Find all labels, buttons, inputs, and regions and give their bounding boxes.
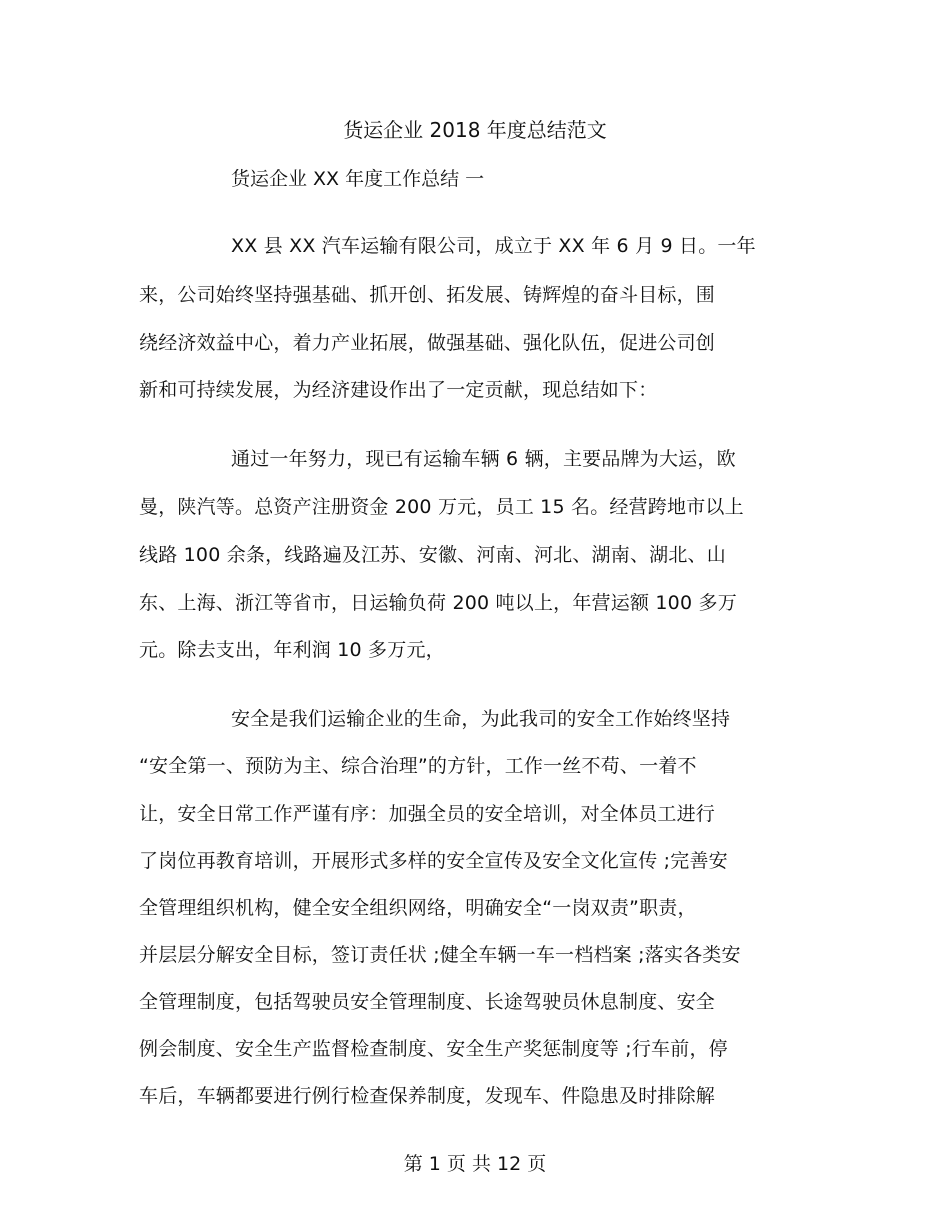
paragraph-2-line-4: 东、上海、浙江等省市，日运输负荷 200 吨以上，年营运额 100 多万	[139, 592, 737, 614]
paragraph-3-line-4: 了岗位再教育培训，开展形式多样的安全宣传及安全文化宣传 ;完善安	[139, 850, 728, 872]
paragraph-2-line-3: 线路 100 余条，线路遍及江苏、安徽、河南、河北、湖南、湖北、山	[139, 544, 726, 566]
paragraph-3-line-5: 全管理组织机构，健全安全组织网络，明确安全“一岗双责”职责，	[139, 897, 697, 919]
paragraph-3-line-8: 例会制度、安全生产监督检查制度、安全生产奖惩制度等 ;行车前，停	[139, 1038, 728, 1060]
document-title: 货运企业 2018 年度总结范文	[343, 118, 607, 142]
paragraph-1-line-1: XX 县 XX 汽车运输有限公司，成立于 XX 年 6 月 9 日。一年	[231, 235, 756, 257]
paragraph-3-line-1: 安全是我们运输企业的生命，为此我司的安全工作始终坚持	[231, 708, 731, 730]
paragraph-3-line-7: 全管理制度，包括驾驶员安全管理制度、长途驾驶员休息制度、安全	[139, 991, 716, 1013]
paragraph-2-line-5: 元。除去支出，年利润 10 多万元，	[139, 639, 445, 661]
paragraph-3-line-9: 车后，车辆都要进行例行检查保养制度，发现车、件隐患及时排除解	[139, 1085, 716, 1107]
paragraph-3-line-3: 让，安全日常工作严谨有序：加强全员的安全培训，对全体员工进行	[139, 803, 716, 825]
paragraph-3-line-6: 并层层分解安全目标，签订责任状 ;健全车辆一车一档档案 ;落实各类安	[139, 944, 741, 966]
document-subtitle: 货运企业 XX 年度工作总结 一	[231, 168, 485, 190]
page-footer: 第 1 页 共 12 页	[403, 1153, 547, 1175]
paragraph-2-line-1: 通过一年努力，现已有运输车辆 6 辆，主要品牌为大运，欧	[231, 448, 736, 470]
paragraph-1-line-3: 绕经济效益中心，着力产业拓展，做强基础、强化队伍，促进公司创	[139, 332, 716, 354]
paragraph-1-line-4: 新和可持续发展，为经济建设作出了一定贡献，现总结如下：	[139, 379, 658, 401]
paragraph-2-line-2: 曼，陕汽等。总资产注册资金 200 万元，员工 15 名。经营跨地市以上	[139, 496, 744, 518]
paragraph-3-line-2: “安全第一、预防为主、综合治理”的方针，工作一丝不苟、一着不	[139, 755, 697, 777]
paragraph-1-line-2: 来，公司始终坚持强基础、抓开创、拓发展、铸辉煌的奋斗目标，围	[139, 284, 716, 306]
